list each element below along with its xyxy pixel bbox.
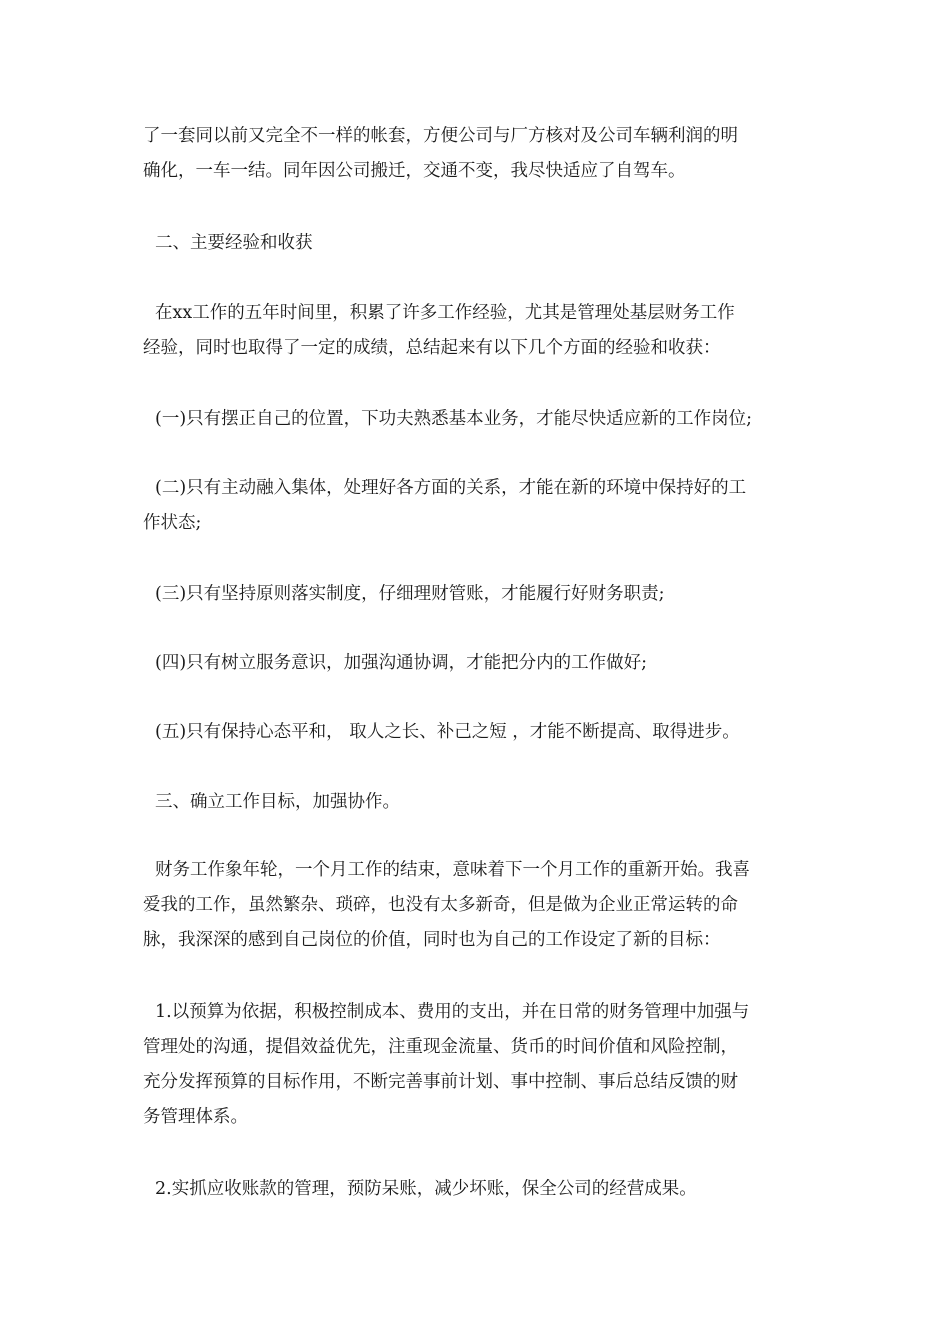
text-line: 务管理体系。 <box>143 1107 248 1127</box>
paragraph-goals-intro <box>143 853 823 958</box>
section-heading-goals <box>143 785 823 820</box>
text-line: (三)只有坚持原则落实制度，仔细理财管账，才能履行好财务职责; <box>155 584 665 604</box>
text-line: 2.实抓应收账款的管理，预防呆账，减少坏账，保全公司的经营成果。 <box>155 1179 697 1199</box>
text-line: 管理处的沟通，提倡效益优先，注重现金流量、货币的时间价值和风险控制， <box>143 1037 738 1057</box>
text-line: 经验，同时也取得了一定的成绩，总结起来有以下几个方面的经验和收获： <box>143 338 721 358</box>
list-item-3 <box>143 577 823 612</box>
text-line: 确化，一车一结。同年因公司搬迁，交通不变，我尽快适应了自驾车。 <box>143 161 686 181</box>
text-line: (五)只有保持心态平和， 取人之长、补己之短 ，才能不断提高、取得进步。 <box>155 722 740 742</box>
goal-item-1 <box>143 995 823 1135</box>
text-line: 充分发挥预算的目标作用，不断完善事前计划、事中控制、事后总结反馈的财 <box>143 1072 738 1092</box>
heading-text: 二、主要经验和收获 <box>155 233 313 253</box>
goal-item-2 <box>143 1172 823 1207</box>
list-item-2 <box>143 471 823 541</box>
text-line: 作状态; <box>143 513 202 533</box>
text-line: 爱我的工作，虽然繁杂、琐碎，也没有太多新奇，但是做为企业正常运转的命 <box>143 895 738 915</box>
text-line: 在xx工作的五年时间里，积累了许多工作经验，尤其是管理处基层财务工作 <box>155 303 735 323</box>
text-line: (四)只有树立服务意识，加强沟通协调，才能把分内的工作做好; <box>155 653 648 673</box>
paragraph-vehicle-accounting <box>143 119 823 189</box>
section-heading-experience <box>143 226 823 261</box>
text-line: (一)只有摆正自己的位置，下功夫熟悉基本业务，才能尽快适应新的工作岗位; <box>155 409 753 429</box>
text-line: 财务工作象年轮，一个月工作的结束，意味着下一个月工作的重新开始。我喜 <box>155 860 750 880</box>
list-item-1 <box>143 402 823 437</box>
heading-text: 三、确立工作目标，加强协作。 <box>155 792 400 812</box>
text-line: 了一套同以前又完全不一样的帐套，方便公司与厂方核对及公司车辆利润的明 <box>143 126 738 146</box>
paragraph-experience-intro <box>143 296 823 366</box>
list-item-5 <box>143 715 823 750</box>
text-line: (二)只有主动融入集体，处理好各方面的关系，才能在新的环境中保持好的工 <box>155 478 747 498</box>
text-line: 脉，我深深的感到自己岗位的价值，同时也为自己的工作设定了新的目标： <box>143 930 721 950</box>
text-line: 1.以预算为依据，积极控制成本、费用的支出，并在日常的财务管理中加强与 <box>155 1002 750 1022</box>
list-item-4 <box>143 646 823 681</box>
